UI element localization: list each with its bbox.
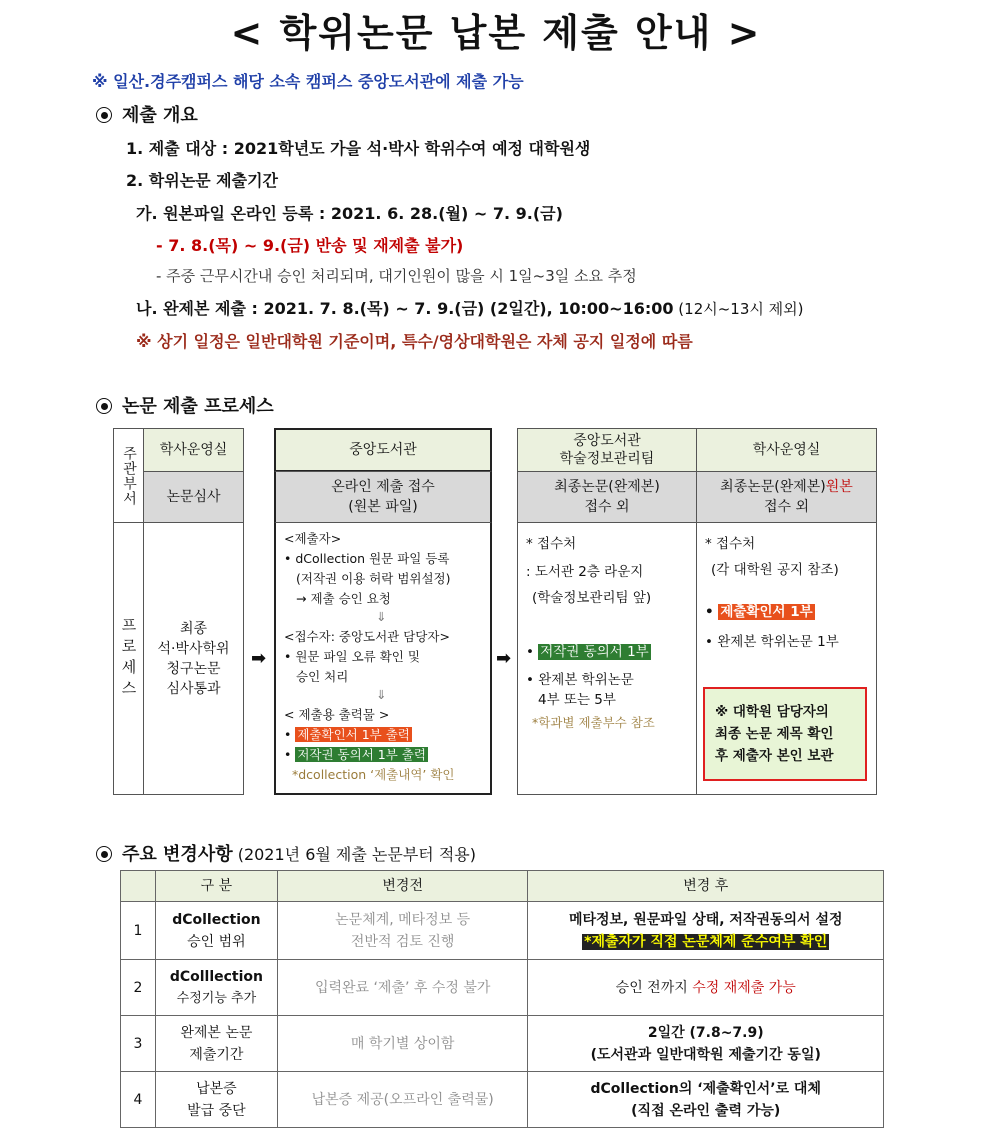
col2-task: [274, 471, 492, 523]
row-before: 입력완료 ‘제출’ 후 수정 불가: [277, 960, 528, 1016]
receiver-label: <접수자: 중앙도서관 담당자>: [284, 629, 450, 644]
copyright-print-badge: 저작권 동의서 1부 출력: [297, 747, 426, 762]
changes-heading: 주요 변경사항 (2021년 6월 제출 논문부터 적용): [96, 840, 476, 866]
output-item: • 저작권 동의서 1부 출력: [284, 747, 426, 762]
receiver-step: • 원문 파일 오류 확인 및: [284, 649, 420, 664]
dept-header-cell: [113, 428, 144, 523]
campus-notice: ※ 일산.경주캠퍼스 해당 소속 캠퍼스 중앙도서관에 제출 가능: [92, 72, 524, 91]
submitter-label: <제출자>: [284, 531, 342, 546]
overview-approval-note: - 주중 근무시간내 승인 처리되며, 대기인원이 많을 시 1일~3일 소요 추정: [156, 267, 637, 285]
submitter-step: (저작권 이용 허락 범위설정): [296, 571, 451, 586]
overview-target: 1. 제출 대상 : 2021학년도 가을 석·박사 학위수여 예정 대학원생: [126, 139, 591, 158]
col3-dept-line: 중앙도서관: [573, 433, 641, 449]
process-header-cell: [113, 522, 144, 795]
col2-body: [274, 522, 492, 795]
receiver-step: 승인 처리: [296, 669, 349, 684]
holder-notice-line: 최종 논문 제목 확인: [715, 726, 834, 742]
col3-task-line: 접수 외: [584, 499, 630, 515]
col3-line: • 저작권 동의서 1부: [526, 644, 649, 660]
col1-body: [143, 522, 244, 795]
holder-notice-line: ※ 대학원 담당자의: [715, 704, 829, 720]
holder-notice-line: 후 제출자 본인 보관: [715, 748, 834, 764]
header-cell: 구 분: [155, 871, 277, 902]
row-after: 승인 전까지 수정 재제출 가능: [528, 960, 884, 1016]
overview-online-period: 가. 원본파일 온라인 등록 : 2021. 6. 28.(월) ~ 7. 9.(금): [136, 204, 563, 223]
page-title: < 학위논문 납본 제출 안내 >: [230, 11, 762, 55]
row-number: 3: [121, 1016, 156, 1072]
overview-heading: 제출 개요: [96, 101, 198, 127]
header-cell: 변경 후: [528, 871, 884, 902]
row-number: 4: [121, 1072, 156, 1128]
col2-dept: 중앙도서관: [274, 428, 492, 472]
col3-note: *학과별 제출부수 참조: [532, 715, 655, 730]
submitter-step: • dCollection 원문 파일 등록: [284, 551, 450, 566]
col1-line: 석·박사학위: [157, 640, 230, 657]
col4-task-line: 접수 외: [763, 499, 810, 515]
process-heading: 논문 제출 프로세스: [96, 392, 274, 418]
dept-header-label: 주관부서: [121, 445, 137, 506]
row-before: 논문체계, 메타정보 등 전반적 검토 진행: [277, 902, 528, 960]
col1-dept: 학사운영실: [143, 428, 244, 472]
col3-line: * 접수처: [526, 536, 577, 552]
down-arrow-icon: ⇓: [376, 609, 387, 624]
col4-line: • 제출확인서 1부: [705, 604, 813, 620]
col4-body: [696, 522, 877, 795]
table-row: [121, 902, 884, 960]
col3-dept-line: 학술정보관리팀: [559, 451, 655, 467]
holder-notice-box: [703, 687, 867, 781]
arrow-right-icon: ➡: [251, 648, 267, 669]
output-label: < 제출용 출력물 >: [284, 707, 390, 722]
col1-task: 논문심사: [143, 471, 244, 523]
col1-line: 청구논문: [166, 660, 221, 677]
confirm-print-badge: 제출확인서 1부 출력: [297, 727, 410, 742]
col3-body: [517, 522, 697, 795]
col4-task: [696, 471, 877, 523]
col3-line: • 완제본 학위논문: [526, 672, 634, 688]
row-number: 2: [121, 960, 156, 1016]
row-category: dColllection 수정기능 추가: [155, 960, 277, 1016]
row-number: 1: [121, 902, 156, 960]
table-row: [121, 1016, 884, 1072]
bullet-radio-icon: [96, 107, 112, 123]
row-before: 매 학기별 상이함: [277, 1016, 528, 1072]
output-item: • 제출확인서 1부 출력: [284, 727, 410, 742]
process-header-label: 프로세스: [119, 616, 138, 701]
col2-task-line: 온라인 제출 접수: [331, 479, 435, 495]
col4-line: * 접수처: [705, 536, 756, 552]
col3-dept: [517, 428, 697, 472]
table-header-row: [121, 871, 884, 902]
col4-line: • 완제본 학위논문 1부: [705, 634, 839, 650]
overview-schedule-note: ※ 상기 일정은 일반대학원 기준이며, 특수/영상대학원은 자체 공지 일정에 따름: [136, 332, 693, 351]
row-category: 완제본 논문 제출기간: [155, 1016, 277, 1072]
col3-task: [517, 471, 697, 523]
row-after: dCollection의 ‘제출확인서’로 대체 (직접 온라인 출력 가능): [528, 1072, 884, 1128]
bullet-radio-icon: [96, 846, 112, 862]
down-arrow-icon: ⇓: [376, 687, 387, 702]
col4-task-line: 최종논문(완제본)원본: [720, 479, 853, 495]
overview-bound-period: 나. 완제본 제출 : 2021. 7. 8.(목) ~ 7. 9.(금) (2일간), 10:00~16:00 (12시~13시 제외): [136, 299, 804, 318]
highlight-badge: *제출자가 직접 논문체제 준수여부 확인: [584, 933, 828, 950]
col3-line: 4부 또는 5부: [538, 692, 616, 708]
output-note: *dcollection ‘제출내역’ 확인: [292, 767, 455, 782]
submitter-step: → 제출 승인 요청: [296, 591, 391, 606]
col3-line: : 도서관 2층 라운지: [526, 564, 644, 580]
table-row: [121, 960, 884, 1016]
col3-line: (학술정보관리팀 앞): [532, 590, 652, 606]
table-row: [121, 1072, 884, 1128]
copyright-badge: 저작권 동의서 1부: [540, 644, 649, 660]
overview-period-label: 2. 학위논문 제출기간: [126, 171, 278, 190]
header-cell: [121, 871, 156, 902]
col3-task-line: 최종논문(완제본): [554, 479, 660, 495]
overview-return-notice: - 7. 8.(목) ~ 9.(금) 반송 및 재제출 불가): [156, 236, 464, 255]
row-after: 2일간 (7.8~7.9) (도서관과 일반대학원 제출기간 동일): [528, 1016, 884, 1072]
row-category: dCollection 승인 범위: [155, 902, 277, 960]
changes-table: [120, 870, 884, 1128]
header-cell: 변경전: [277, 871, 528, 902]
confirm-badge: 제출확인서 1부: [720, 604, 813, 620]
arrow-right-icon: ➡: [496, 648, 512, 669]
row-before: 납본증 제공(오프라인 출력물): [277, 1072, 528, 1128]
bullet-radio-icon: [96, 398, 112, 414]
col1-line: 최종: [179, 620, 208, 637]
col4-dept: 학사운영실: [696, 428, 877, 472]
col2-task-line: (원본 파일): [348, 499, 418, 515]
row-after: 메타정보, 원문파일 상태, 저작권동의서 설정 *제출자가 직접 논문체제 준수여부 확인: [528, 902, 884, 960]
col1-line: 심사통과: [166, 680, 221, 697]
col4-line: (각 대학원 공지 참조): [711, 562, 839, 578]
row-category: 납본증 발급 중단: [155, 1072, 277, 1128]
